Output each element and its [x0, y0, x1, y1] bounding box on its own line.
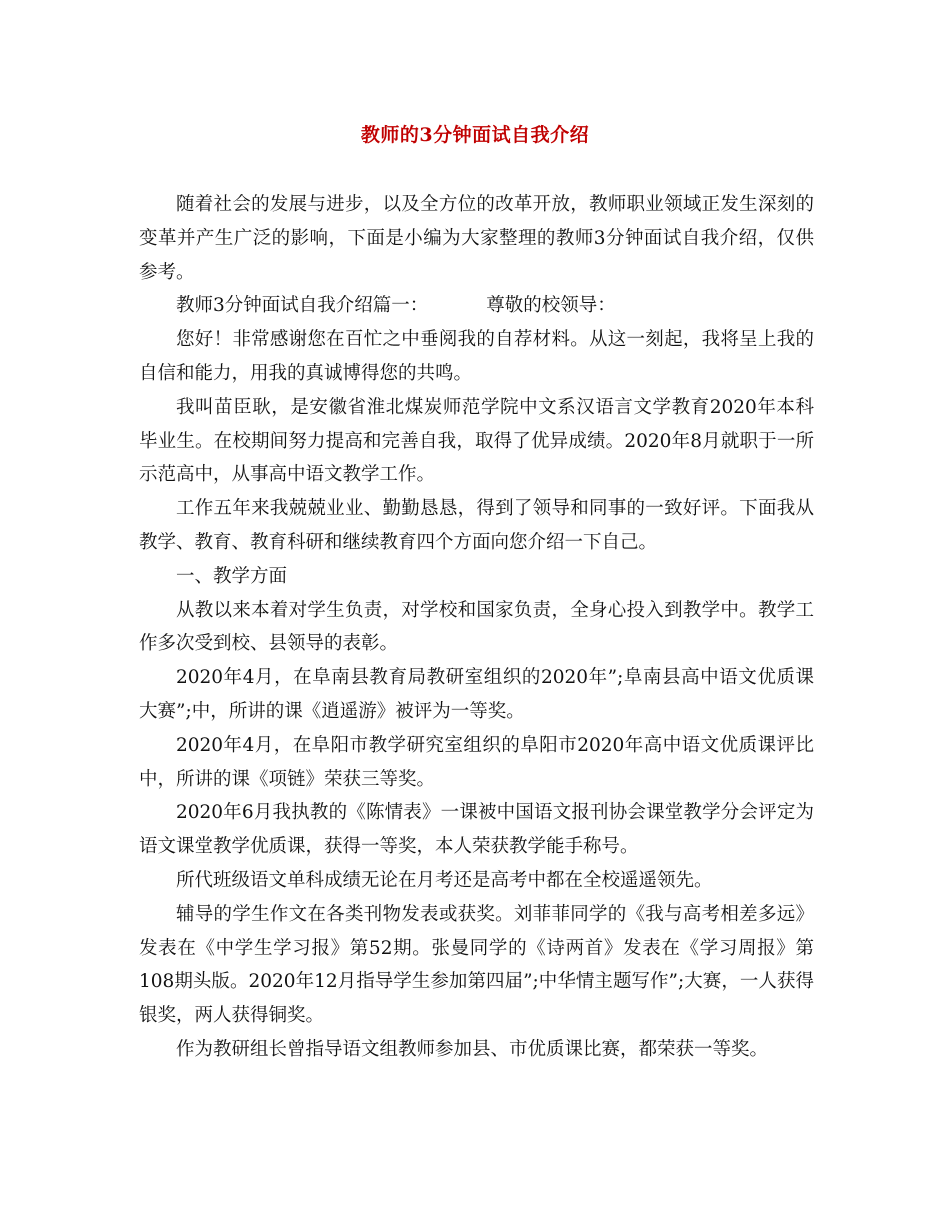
teaching-paragraph: 从教以来本着对学生负责，对学校和国家负责，全身心投入到教学中。教学工作多次受到校、县领导的表彰。: [139, 599, 814, 655]
award-paragraph-2: 2020年4月，在阜阳市教学研究室组织的阜阳市2020年高中语文优质课评比中，所讲的课《项链》荣获三等奖。: [139, 734, 814, 790]
award-paragraph-3: 2020年6月我执教的《陈情表》一课被中国语文报刊协会课堂教学分会评定为语文课堂教学优质课，获得一等奖，本人荣获教学能手称号。: [139, 802, 814, 858]
student-writing-paragraph: 辅导的学生作文在各类刊物发表或获奖。刘菲菲同学的《我与高考相差多远》发表在《中学生学习报》第52期。张曼同学的《诗两首》发表在《学习周报》第108期头版。2020年12月指导学生参加第四届”;中华情主题写作”;大赛，一人获得银奖，两人获得铜奖。: [139, 903, 814, 1027]
overview-paragraph: 工作五年来我兢兢业业、勤勤恳恳，得到了领导和同事的一致好评。下面我从教学、教育、教育科研和继续教育四个方面向您介绍一下自己。: [139, 498, 814, 553]
article-heading: 教师3分钟面试自我介绍篇一：: [176, 295, 429, 317]
section-heading-line: [139, 289, 814, 323]
intro-paragraph: 随着社会的发展与进步，以及全方位的改革开放，教师职业领域正发生深刻的变革并产生广泛的影响，下面是小编为大家整理的教师3分钟面试自我介绍，仅供参考。: [139, 194, 814, 283]
salutation: 尊敬的校领导：: [486, 295, 616, 317]
document-body: [139, 188, 814, 1067]
document-title: 教师的3分钟面试自我介绍: [360, 124, 590, 146]
greeting-paragraph: 您好！非常感谢您在百忙之中垂阅我的自荐材料。从这一刻起，我将呈上我的自信和能力，用我的真诚博得您的共鸣。: [139, 329, 814, 384]
research-group-paragraph: 作为教研组长曾指导语文组教师参加县、市优质课比赛，都荣获一等奖。: [176, 1038, 769, 1060]
teaching-section-heading: 一、教学方面: [176, 565, 288, 587]
results-paragraph: 所代班级语文单科成绩无论在月考还是高考中都在全校遥遥领先。: [176, 869, 713, 891]
background-paragraph: 我叫苗臣耿，是安徽省淮北煤炭师范学院中文系汉语言文学教育2020年本科毕业生。在校期间努力提高和完善自我，取得了优异成绩。2020年8月就职于一所示范高中，从事高中语文教学工作。: [139, 396, 814, 486]
award-paragraph-1: 2020年4月，在阜南县教育局教研室组织的2020年”;阜南县高中语文优质课大赛”;中，所讲的课《逍遥游》被评为一等奖。: [139, 667, 814, 722]
